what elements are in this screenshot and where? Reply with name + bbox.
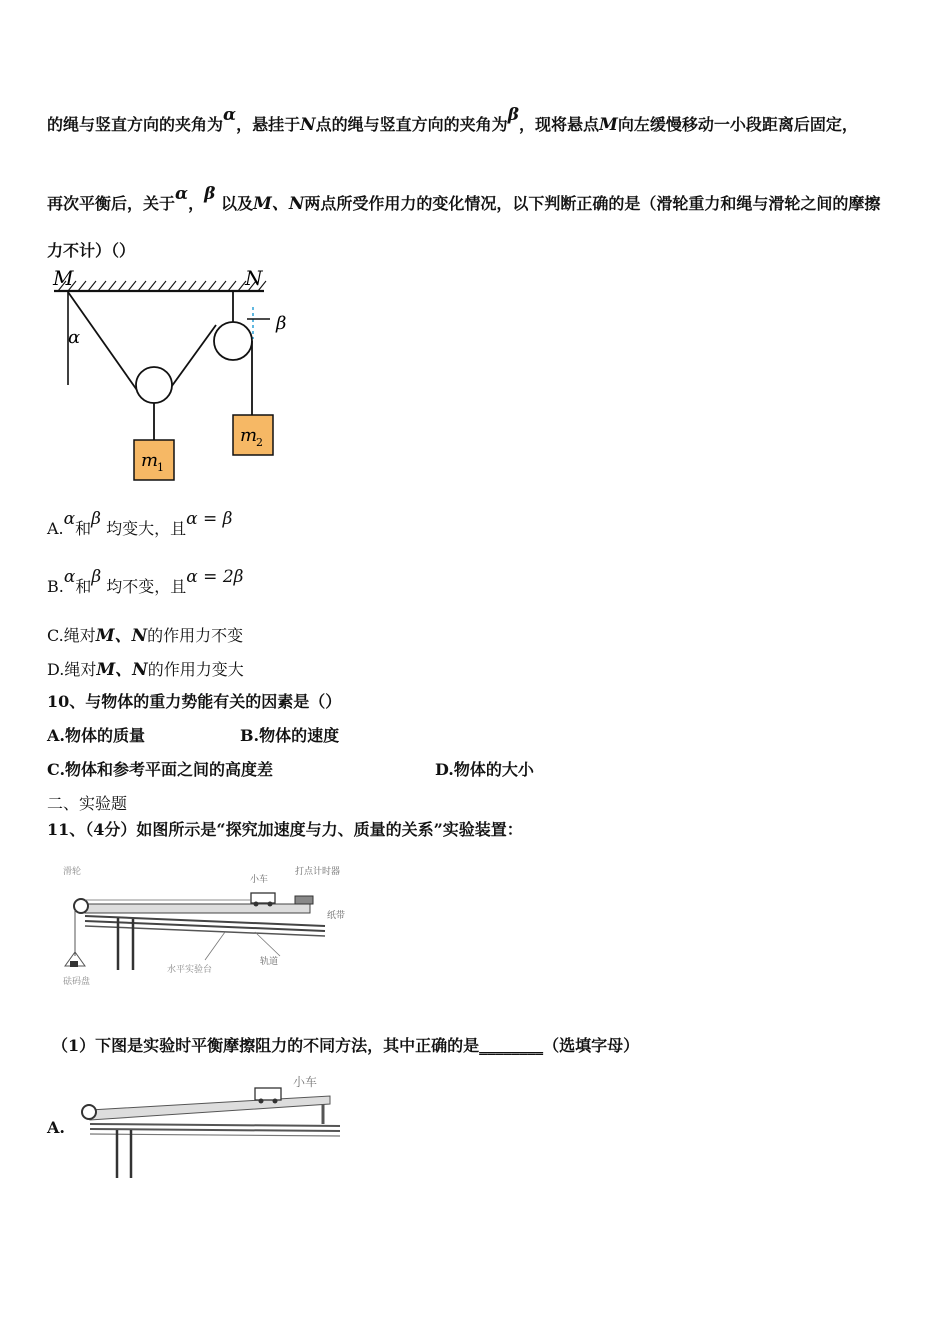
q11-stem: 11、（4分）如图所示是“探究加速度与力、质量的关系”实验装置： xyxy=(47,820,523,839)
pulley-diagram xyxy=(40,265,310,485)
label-cart-a: 小车 xyxy=(293,1075,318,1089)
option-d[interactable]: D.绳对M、N的作用力变大 xyxy=(47,660,244,680)
q9-line3: 力不计）（） xyxy=(47,241,136,260)
label-m2: m xyxy=(240,425,258,446)
label-beta: β xyxy=(276,313,287,334)
label-weights: 砝码盘 xyxy=(63,977,91,987)
formula: α = β xyxy=(186,509,233,529)
q10-option-a[interactable]: A.物体的质量 xyxy=(47,726,145,745)
q11-sub1: （1）下图是实验时平衡摩擦阻力的不同方法，其中正确的是________（选填字母） xyxy=(52,1036,640,1055)
upper-pulley xyxy=(214,322,252,360)
label-tape: 纸带 xyxy=(327,911,346,921)
beta-symbol: β xyxy=(507,105,519,125)
label-m1: m xyxy=(141,450,159,471)
table-top-3 xyxy=(85,926,325,936)
apparatus-cart xyxy=(251,893,275,903)
formula: α = 2β xyxy=(186,567,244,587)
table-top-a3 xyxy=(90,1134,340,1136)
ceiling-hatch xyxy=(58,281,266,291)
table-top-1 xyxy=(85,916,325,926)
q10-option-d[interactable]: D.物体的大小 xyxy=(435,760,534,779)
option-a[interactable]: A.α和β 均变大，且α = β xyxy=(47,509,233,538)
cart-a xyxy=(255,1088,281,1100)
label-m1-sub: 1 xyxy=(157,461,164,474)
option-b[interactable]: B.α和β 均不变，且α = 2β xyxy=(47,567,244,596)
balance-method-a-figure xyxy=(75,1068,345,1183)
section-title: 二、实验题 xyxy=(47,794,128,813)
table-top-a2 xyxy=(90,1129,340,1131)
beta-symbol: β xyxy=(204,184,216,204)
label-M: M xyxy=(53,266,74,290)
label-N: N xyxy=(245,266,263,290)
tilted-board xyxy=(90,1096,330,1120)
answer-blank[interactable]: ________ xyxy=(479,1036,544,1055)
rope-middle xyxy=(169,325,216,390)
track-board xyxy=(85,904,310,913)
label-alpha: α xyxy=(68,327,81,348)
table-top-2 xyxy=(85,921,325,931)
q10-option-c[interactable]: C.物体和参考平面之间的高度差 xyxy=(47,760,274,779)
label-m2-sub: 2 xyxy=(256,436,263,449)
q10-stem: 10、与物体的重力势能有关的因素是（） xyxy=(47,692,342,711)
alpha-symbol: α xyxy=(175,184,189,204)
apparatus-pulley xyxy=(74,899,88,913)
q10-option-b[interactable]: B.物体的速度 xyxy=(240,726,340,745)
lower-pulley xyxy=(136,367,172,403)
q11-option-a-label[interactable]: A. xyxy=(47,1118,65,1137)
q9-line2: 再次平衡后，关于α，β 以及M、N两点所受作用力的变化情况，以下判断正确的是（滑轮重力和绳与滑轮之间的摩擦 xyxy=(47,184,881,214)
table-top-a1 xyxy=(90,1124,340,1126)
q9-line1: 的绳与竖直方向的夹角为α，悬挂于N点的绳与竖直方向的夹角为β，现将悬点M向左缓慢移动一小段距离后固定， xyxy=(47,105,858,135)
experiment-apparatus-figure xyxy=(55,860,365,995)
label-cart: 小车 xyxy=(250,875,269,885)
option-c[interactable]: C.绳对M、N的作用力不变 xyxy=(47,626,244,646)
label-track: 轨道 xyxy=(260,957,279,967)
label-timer: 打点计时器 xyxy=(295,867,341,877)
pulley-a xyxy=(82,1105,96,1119)
label-table: 水平实验台 xyxy=(167,965,213,975)
apparatus-timer xyxy=(295,896,313,904)
label-pulley: 滑轮 xyxy=(63,867,82,877)
weight-block xyxy=(70,961,78,967)
alpha-symbol: α xyxy=(223,105,237,125)
